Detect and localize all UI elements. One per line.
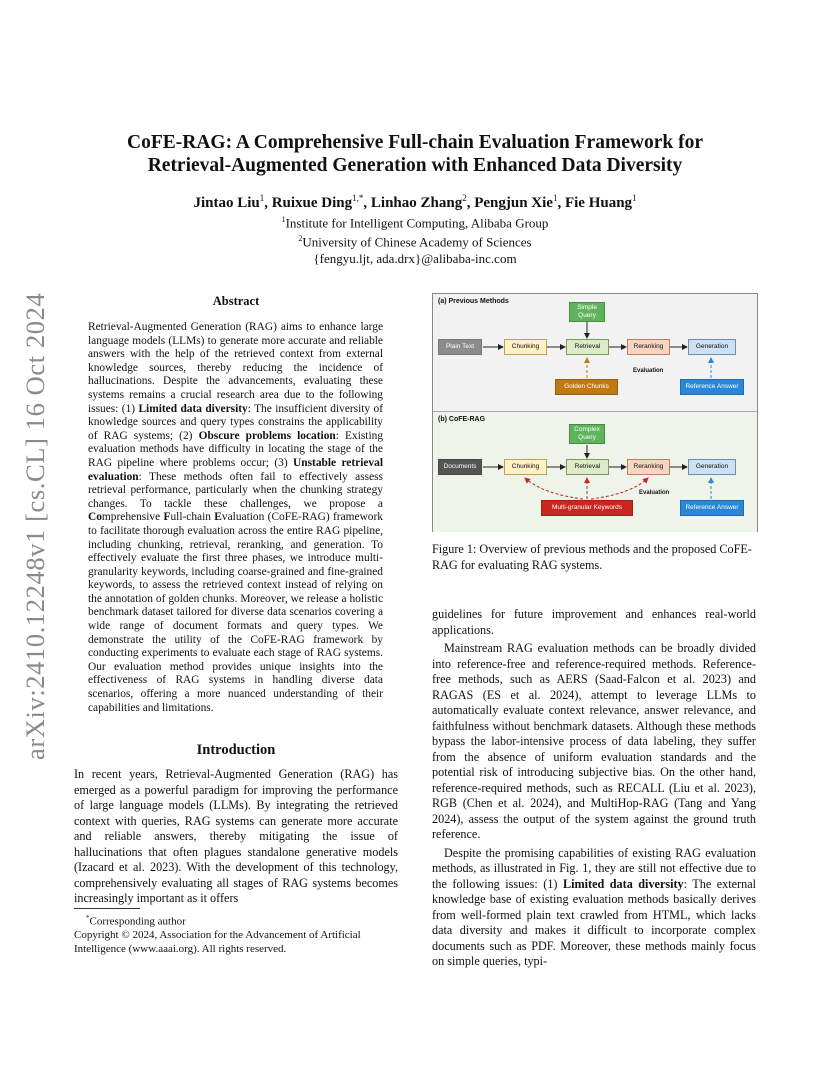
keywords-box: Multi-granular Keywords [541, 500, 633, 516]
panel-a-label: (a) Previous Methods [438, 298, 509, 305]
retrieval-box-b: Retrieval [566, 459, 609, 475]
affiliation-1: $^1$Institute for Intelligent Computing, Alibaba Group [281, 215, 549, 231]
paragraph-mainstream: Mainstream RAG evaluation methods can be broadly divided into reference-free and reference-required methods. Reference-free methods, such as AERS (Saad-Falcon et al. 2023) and RAGAS (ES et al. 2024), attempt to leverage LLMs to automatically evaluate context relevance, answer relevance, and faithfulness without benchmark datasets. Although these methods bypass the labor-intensive process of data labeling, they suffer from the absence of uniform evaluation standards and the potential risk of introducing subjective bias. On the other hand, reference-required methods, such as RECALL (Liu et al. 2023), RGB (Chen et al. 2024), and MultiHop-RAG (Tang and Yang 2024), assess the output of the system against the ground truth reference. [432, 641, 756, 841]
right-column-body [432, 607, 756, 970]
arxiv-identifier: arXiv:2410.12248v1 [cs.CL] 16 Oct 2024 [20, 292, 50, 760]
title-line-2: Retrieval-Augmented Generation with Enhanced Data Diversity [147, 155, 683, 176]
affiliations [100, 212, 730, 267]
corresponding-note: *Corresponding author [86, 914, 186, 928]
author-email: {fengyu.ljt, ada.drx}@alibaba-inc.com [313, 250, 517, 266]
copyright-note: Copyright © 2024, Association for the Advancement of Artificial Intelligence (www.aaai.org). All rights reserved. [74, 929, 361, 955]
reference-answer-box-b: Reference Answer [680, 500, 744, 516]
figure-caption: Figure 1: Overview of previous methods and the proposed CoFE-RAG for evaluating RAG systems. [432, 542, 752, 572]
paper-title [100, 131, 730, 177]
evaluation-label-b: Evaluation [639, 490, 670, 496]
footnote [74, 912, 398, 956]
author-5: Fie Huang$^1$ [564, 193, 637, 211]
chunking-box-b: Chunking [504, 459, 547, 475]
figure-1 [432, 293, 758, 532]
author-list: Jintao Liu$^1$, Ruixue Ding$^{1,*}$, Linhao Zhang$^2$, Pengjun Xie$^1$, Fie Huang$^1$ [193, 193, 637, 211]
golden-chunks-box: Golden Chunks [555, 379, 618, 395]
author-4: Pengjun Xie$^1$ [474, 193, 558, 211]
complex-query-box: Complex Query [569, 424, 605, 444]
author-3: Linhao Zhang$^2$ [370, 193, 467, 211]
generation-box-b: Generation [688, 459, 736, 475]
evaluation-label-a: Evaluation [633, 368, 664, 374]
panel-b-label: (b) CoFE-RAG [438, 416, 486, 423]
abstract-body: Retrieval-Augmented Generation (RAG) aims to enhance large language models (LLMs) to generate more accurate and reliable answers with the help of the retrieved context from external knowledge sources, thereby reducing the incidence of hallucinations. Despite the advancements, evaluating these systems remains a crucial research area due to the following issues: (1) Limited data diversity: The insufficient diversity of knowledge sources and query types constrains the applicability of RAG systems; (2) Obscure problems location: Existing evaluation methods have difficulty in locating the stage of the RAG pipeline where problems occur; (3) Unstable retrieval evaluation: These methods often fail to effectively assess retrieval performance, particularly when the chunking strategy changes. To tackle these challenges, we propose a Comprehensive Full-chain Evaluation (CoFE-RAG) framework to facilitate thorough evaluation across the entire RAG pipeline, including chunking, retrieval, reranking, and generation. To effectively evaluate the first three phases, we introduce multi-granularity keywords, including coarse-grained and fine-grained keywords, to assess the retrieved context instead of relying on the annotation of golden chunks. Moreover, we release a holistic benchmark dataset tailored for diverse data scenarios covering a wide range of document formats and query types. We demonstrate the utility of the CoFE-RAG framework by conducting experiments to evaluate each stage of RAG systems. Our evaluation method provides unique insights into the effectiveness of RAG systems in handling diverse data scenarios, offering a more nuanced understanding of their capabilities and limitations. [88, 321, 384, 714]
reference-answer-box-a: Reference Answer [680, 379, 744, 395]
author-1: Jintao Liu$^1$ [193, 193, 265, 211]
title-line-1: CoFE-RAG: A Comprehensive Full-chain Evaluation Framework for [127, 132, 703, 153]
paragraph-despite: Despite the promising capabilities of existing RAG evaluation methods, as illustrated in Fig. 1, they are still not effective due to the following issues: (1) Limited data diversity: The external knowledge base of existing evaluation methods basically derives from well-formed plain text crawled from HTML, which lacks data diversity and makes it difficult to incorporate complex documents such as PDF. Moreover, these methods mainly focus on simple queries, typi- [432, 845, 756, 968]
abstract-heading: Abstract [212, 294, 260, 308]
reranking-box-b: Reranking [627, 459, 670, 475]
retrieval-box-a: Retrieval [566, 339, 609, 355]
figure-arrows [433, 294, 757, 531]
documents-box: Documents [438, 459, 482, 475]
reranking-box-a: Reranking [627, 339, 670, 355]
author-2: Ruixue Ding$^{1,*}$ [271, 193, 364, 211]
generation-box-a: Generation [688, 339, 736, 355]
paragraph-continuation: guidelines for future improvement and enhances real-world applications. [432, 607, 756, 637]
introduction-body: In recent years, Retrieval-Augmented Generation (RAG) has emerged as a powerful paradigm for improving the performance of large language models (LLMs). By integrating the retrieved context with queries, RAG systems can generate more accurate and reliable answers, thereby mitigating the issue of hallucinations that often plagues standalone generative models (Izacard et al. 2023). With the development of this technology, comprehensively evaluating all stages of RAG systems becomes increasingly important as it offers [74, 767, 398, 905]
footnote-rule [74, 908, 140, 909]
simple-query-box: Simple Query [569, 302, 605, 322]
chunking-box-a: Chunking [504, 339, 547, 355]
plain-text-box: Plain Text [438, 339, 482, 355]
affiliation-2: $^2$University of Chinese Academy of Sciences [298, 234, 532, 250]
introduction-heading: Introduction [196, 742, 276, 758]
